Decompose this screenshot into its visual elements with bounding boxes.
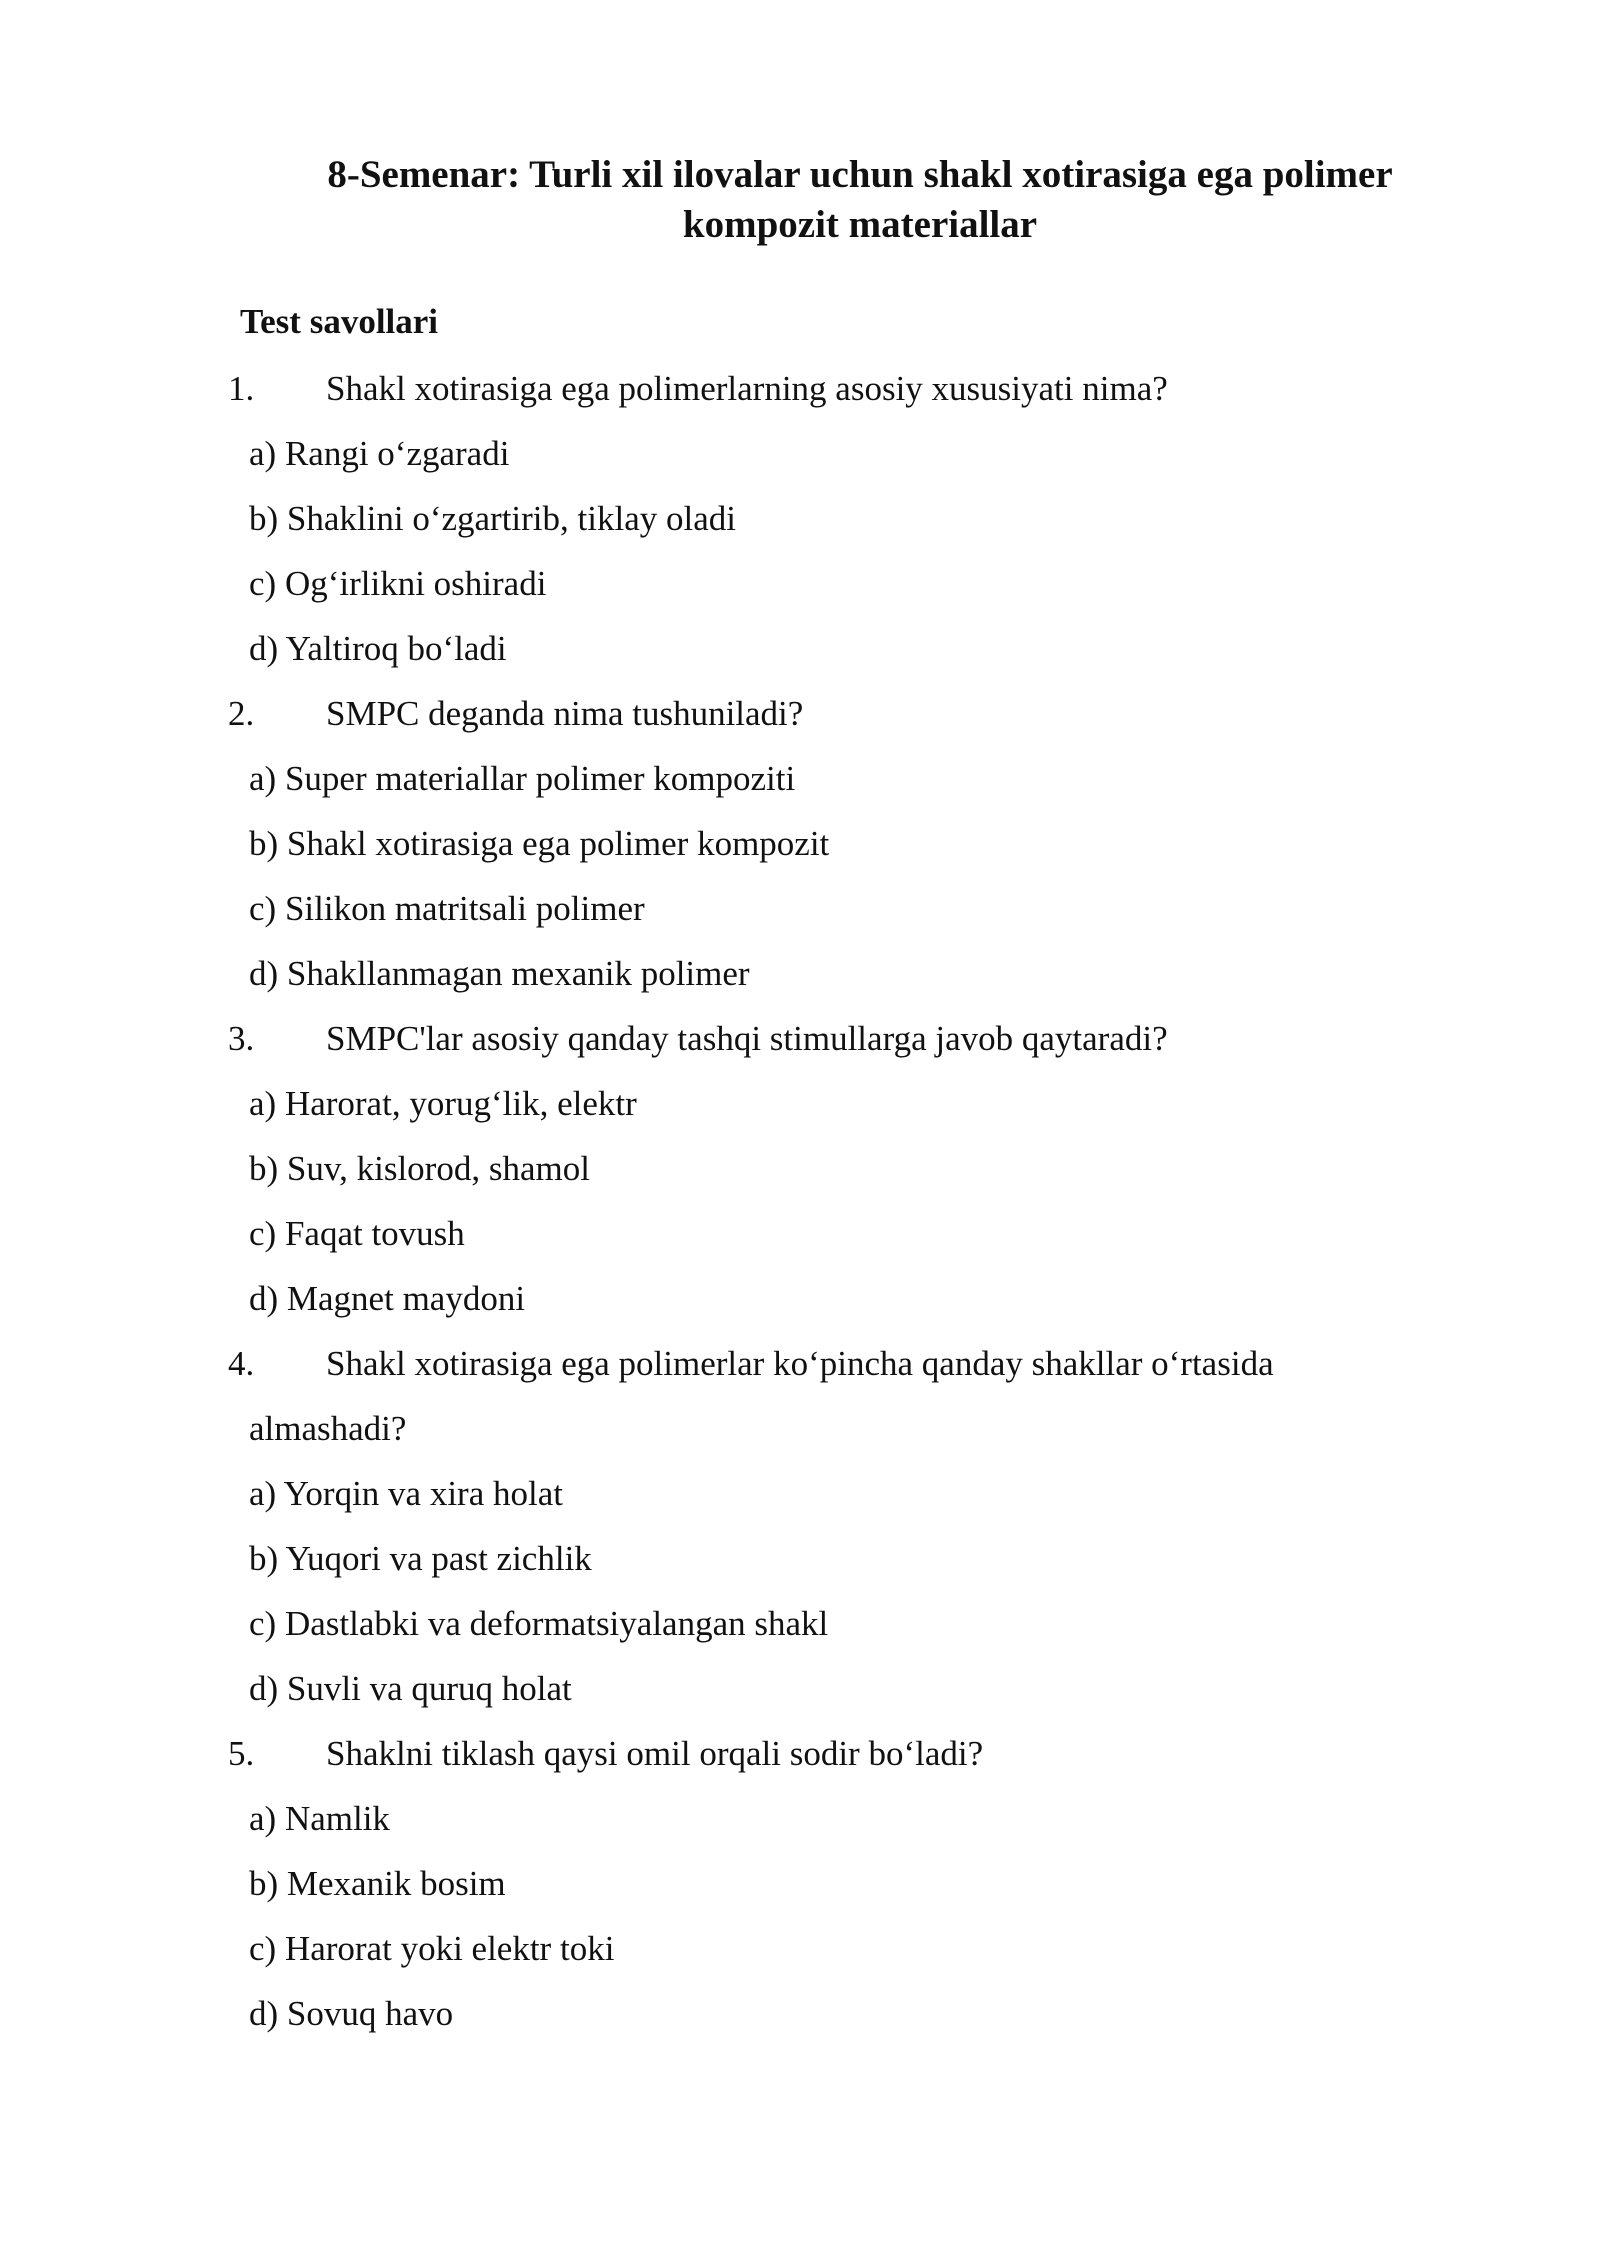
question-text: SMPC deganda nima tushuniladi? (326, 694, 804, 733)
option-1d: d) Yaltiroq bo‘ladi (249, 629, 507, 668)
question-text: Shakl xotirasiga ega polimerlar ko‘pincha qanday shakllar o‘rtasida (326, 1344, 1274, 1383)
option-3a: a) Harorat, yorug‘lik, elektr (249, 1084, 637, 1123)
question-text: Shaklni tiklash qaysi omil orqali sodir bo‘ladi? (326, 1734, 984, 1773)
section-heading: Test savollari (240, 302, 439, 341)
page-title-line-2: kompozit materiallar (682, 203, 1038, 246)
option-1a: a) Rangi o‘zgaradi (249, 434, 510, 473)
question-text: SMPC'lar asosiy qanday tashqi stimullarga javob qaytaradi? (326, 1019, 1168, 1058)
page-title-line-1: 8-Semenar: Turli xil ilovalar uchun shakl xotirasiga ega polimer (327, 153, 1393, 196)
option-4b: b) Yuqori va past zichlik (249, 1539, 592, 1578)
question-number: 5. (228, 1734, 255, 1773)
option-5d: d) Sovuq havo (249, 1994, 454, 2033)
option-3d: d) Magnet maydoni (249, 1279, 526, 1318)
option-2a: a) Super materiallar polimer kompoziti (249, 759, 796, 798)
question-4-continuation: almashadi? (249, 1409, 407, 1448)
option-4a: a) Yorqin va xira holat (249, 1474, 563, 1513)
option-2d: d) Shakllanmagan mexanik polimer (249, 954, 750, 993)
option-4c: c) Dastlabki va deformatsiyalangan shakl (249, 1604, 829, 1643)
question-number: 2. (228, 694, 255, 733)
option-2b: b) Shakl xotirasiga ega polimer kompozit (249, 824, 830, 863)
option-3c: c) Faqat tovush (249, 1214, 465, 1253)
page-title (240, 150, 1480, 250)
option-1c: c) Og‘irlikni oshiradi (249, 564, 547, 603)
option-1b: b) Shaklini o‘zgartirib, tiklay oladi (249, 499, 736, 538)
option-5c: c) Harorat yoki elektr toki (249, 1929, 615, 1968)
question-number: 4. (228, 1344, 255, 1383)
option-4d: d) Suvli va quruq holat (249, 1669, 572, 1708)
option-5b: b) Mexanik bosim (249, 1864, 506, 1903)
question-text: Shakl xotirasiga ega polimerlarning asosiy xususiyati nima? (326, 369, 1168, 408)
question-number: 1. (228, 369, 255, 408)
option-5a: a) Namlik (249, 1799, 390, 1838)
option-3b: b) Suv, kislorod, shamol (249, 1149, 590, 1188)
option-2c: c) Silikon matritsali polimer (249, 889, 645, 928)
question-number: 3. (228, 1019, 255, 1058)
